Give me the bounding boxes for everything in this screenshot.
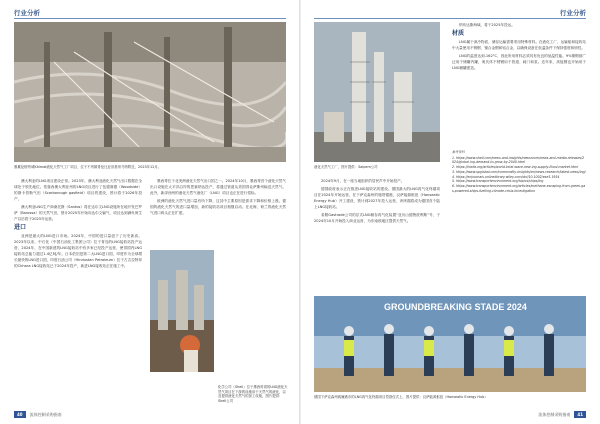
reference-item: 5. https://www.transportenvironment.org/topics/ships/lng [452,179,544,184]
shell-lng-photo [150,250,214,372]
page-number: 40 [14,411,26,418]
paragraph: 希腊Gastrade公司的浮式LNG储存再气化装置“亚历山德鲁波利斯”号，于2024年10月开始投入商业运营，为东南欧地区提供天然气。 [314,213,440,223]
text-column [150,178,286,248]
paragraph: LNG属于深冷物质，储存运输需要采用特殊材料。在液化工厂、运输船和接收站中大量使用不锈钢、镍合金钢和铝合金，以确保设备在低温条件下保持强度和韧性。 [452,40,586,50]
header-rule [14,18,286,19]
section-heading-import: 进口 [14,224,27,231]
right-page [300,0,600,424]
footer-left [14,411,62,418]
references-heading: 参考资料 [452,150,465,154]
page-number: 41 [574,411,586,418]
header-rule [314,18,586,19]
photo-caption: 德国下萨克森州威廉港市的LNG再气化终端项目奠基仪式上，图片提供：汉萨能源枢纽（Hanseatic Energy Hub） [314,395,488,399]
footer-label: 流体控制采购指南 [538,411,571,417]
lng-plant-photo [14,22,286,162]
reference-item: 6. https://www.transportenvironment.org/articles/methane-escaping-from-green-gas-powered-ships-fuelling-climate-crisis-investigation [452,183,586,193]
reference-item: 1. https://www.shell.com/news-and-insights/newsroom/news-and-media-releases/2024/global-lng-demand-to-grow-by-2040.html [452,155,585,165]
footer-right [538,411,586,418]
photo-caption: 液化天然气工厂，图片提供：Saipem公司 [314,165,378,169]
text-column [452,22,586,73]
paragraph: 澳大利亚LNG生产商桑托斯（Santos）将在达尔文LNG设施所在地开发巴罗萨（Barossa）的天然气田，预计2025年开始向达尔文输气，项目达到满负荷生产以后将于2025年运营。 [14,205,142,221]
text-column [14,178,142,271]
paragraph: 澳大利亚的LNG项目建设正常。2023年，澳大利亚液化天然气出口数据在全球处于领先地位。依靠西澳大利亚州的LNG项目进行了伍德赛德（Woodside）的斯卡伯勒气田（Scarborough gasfield）项目的建设，预计将于2026年投产， [14,179,142,201]
reference-item: 3. https://www.spglobal.com/commodity-insights/en/news-research/latest-news/lng/ [452,169,586,174]
reference-item: 4. https://ecjournals.onlinelibrary.wiley.com/doi/10.1002/ese3.1934 [452,174,560,179]
section-header-right: 行业分析 [560,9,586,17]
paragraph: 欧洲的液化天然气进口量有所下降，这其中主要原因是需求下降和价格上涨。德国的液化天然气的进口量增加，新的接收站项目相继启动。在北海，荷兰的液化天然气进口码头正在扩建。 [150,199,286,215]
reference-item: 2. https://iowfa.org/articles/world-total-wave-new-lng-supply-flood-market.html [452,165,579,170]
banner-text: GROUNDBREAKING STADE 2024 [384,302,527,312]
references [452,150,586,193]
paragraph: 纳布达斯海域，将于2025年投运。 [459,23,515,27]
text-column [314,178,440,226]
photo-caption: 化学公司（Shell）位于墨西哥湾的LNG液化天然气项目在下游的设施用于天然气的液化，以及提供液化天然气的加工设施，图片提供：Shell公司 [218,385,288,403]
paragraph: 德国政府表示正在推进LNG接收站的建设。德国最大的LNG再气化终端项目在2024年开始运营，在下萨克森州的施塔德港，汉萨能源枢纽（Hanseatic Energy Hub）开工建设，预计到2027年投入运营，该终端将成为德国首个陆上LNG接收站。 [314,187,440,209]
groundbreaking-photo [314,296,586,392]
paragraph: 亚洲是最大的LNG进口市场。2024年，中国的进口量创下了历史新高。2023年以来，中石化（中国石油化工集团公司）位于青岛的LNG接收站投产运营，2024年，在中国新建的LNG接收站中有多家已经投产运营，使得国内LNG接收站总能力超过1.4亿吨/年。日本依旧是第二大LNG进口国，印度作为全球增长最快的LNG进口国，印度石油公司（Hindustan Petroleum）位于古吉拉特邦的Chhara LNG接收站已于2024年投产，新进LNG接收站正在施工中。 [14,234,142,268]
paragraph: 墨西哥位于北美洲液化天然气出口国之一。2024年10月，墨西哥首个液化天然气出口设施在太平洋沿岸的恩塞纳达投产，将通过管道从美国得克萨斯州输送天然气。此外，新泽西州的液化天然气液化厂（LNG）项目也正在进行招标。 [150,179,286,195]
paragraph: 2024年9月，在一座当地组织的居民声中开始投产。 [321,179,405,183]
refinery-photo [314,22,440,162]
photo-caption: 墨累伦格特城Kitimat液化天然气工厂项目，位于不列颠哥伦比亚省基蒂马特附近，2023年12月。 [14,165,162,169]
footer-label: 流体控制采购指南 [29,411,62,417]
paragraph: LNG的温度达到-162°C，因此所用材料必须具有优良的低温性能。9%镍钢被广泛用于储罐内罐，奥氏体不锈钢用于管道、阀门和泵。近年来，高锰钢也开始用于LNG储罐建造。 [452,54,586,70]
section-heading-materials: 材质 [452,30,465,37]
section-header-left: 行业分析 [14,9,40,17]
